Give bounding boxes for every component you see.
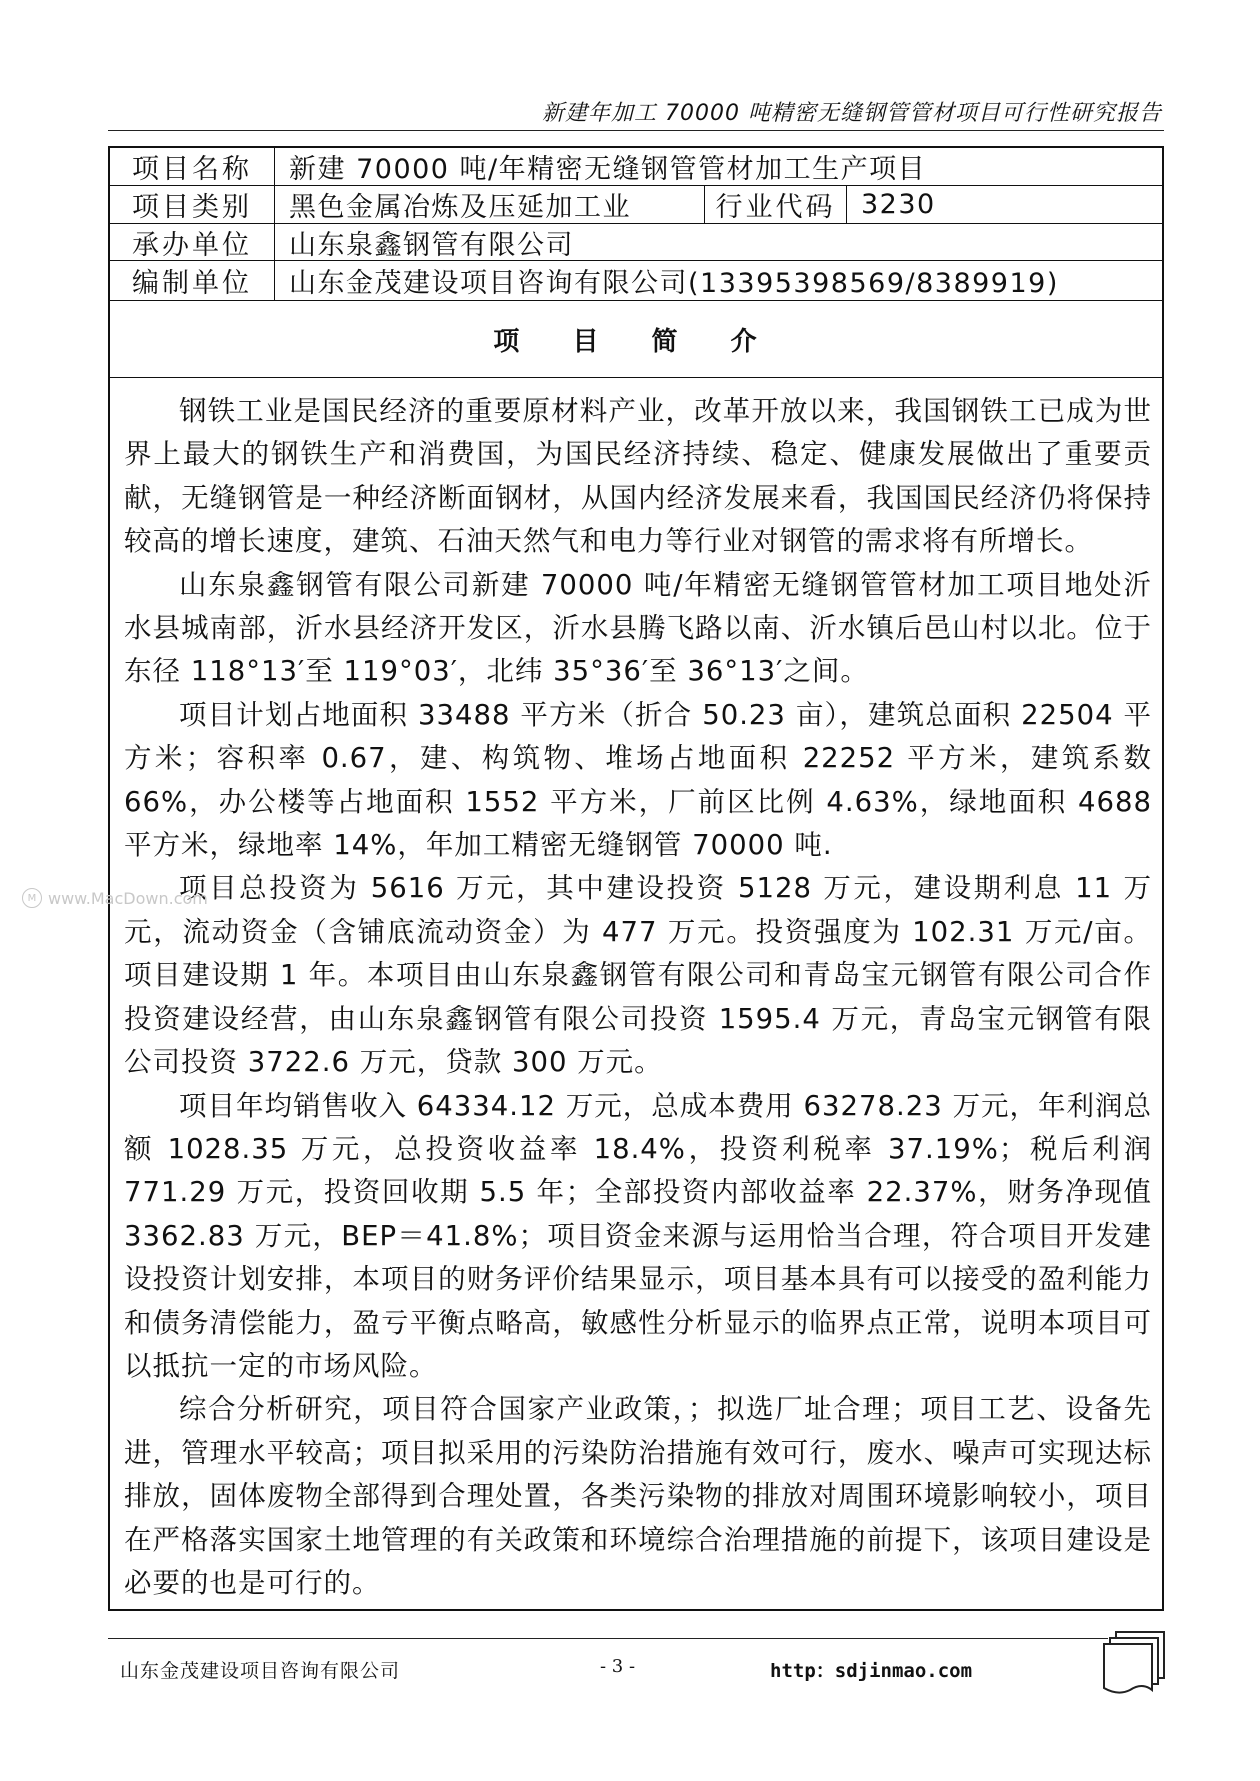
footer-url: http：sdjinmao.com: [770, 1660, 973, 1682]
page-number: - 3 -: [600, 1656, 636, 1677]
compiler-value: 山东金茂建设项目咨询有限公司(13395398569/8389919): [289, 268, 1059, 299]
intro-body: [124, 390, 1152, 1605]
intro-heading: 项 目 简 介: [493, 326, 779, 357]
industry-code-label: 行业代码: [705, 186, 847, 223]
footer-divider: [108, 1638, 1108, 1639]
header-divider: [108, 130, 1164, 131]
industry-code-value: 3230: [861, 189, 936, 220]
footer-company: 山东金茂建设项目咨询有限公司: [120, 1660, 401, 1682]
watermark: [22, 888, 208, 908]
project-category-value: 黑色金属冶炼及压延加工业: [275, 186, 705, 223]
intro-paragraph: 项目年均销售收入 64334.12 万元，总成本费用 63278.23 万元，年利润总额 1028.35 万元，总投资收益率 18.4%，投资利税率 37.19%；税后利润 771.29 万元，投资回收期 5.5 年；全部投资内部收益率 22.37%，财务净现值 3362.83 万元，BEP＝41.8%；项目资金来源与运用恰当合理，符合项目开发建设投资计划安排，本项目的财务评价结果显示，项目基本具有可以接受的盈利能力和债务清偿能力，盈亏平衡点略高，敏感性分析显示的临界点正常，说明本项目可以抵抗一定的市场风险。: [124, 1089, 1152, 1382]
intro-paragraph: 综合分析研究，项目符合国家产业政策，；拟选厂址合理；项目工艺、设备先进，管理水平较高；项目拟采用的污染防治措施有效可行，废水、噪声可实现达标排放，固体废物全部得到合理处置，各类污染物的排放对周围环境影响较小，项目在严格落实国家土地管理的有关政策和环境综合治理措施的前提下，该项目建设是必要的也是可行的。: [124, 1393, 1152, 1599]
intro-paragraph: 山东泉鑫钢管有限公司新建 70000 吨/年精密无缝钢管管材加工项目地处沂水县城南部，沂水县经济开发区，沂水县腾飞路以南、沂水镇后邑山村以北。位于东径 118°13′至 119°03′，北纬 35°36′至 36°13′之间。: [124, 568, 1152, 688]
undertaker-value: 山东泉鑫钢管有限公司: [289, 229, 574, 261]
undertaker-label: 承办单位: [110, 224, 275, 260]
row-undertaker: [110, 224, 1162, 261]
project-category-label: 项目类别: [110, 186, 275, 223]
compiler-label: 编制单位: [110, 261, 275, 300]
row-project-category: [110, 186, 1162, 224]
row-intro-heading: [110, 301, 1162, 378]
project-name-label: 项目名称: [110, 148, 275, 185]
row-project-name: [110, 148, 1162, 186]
document-stack-icon: [1090, 1628, 1170, 1698]
intro-paragraph: 项目总投资为 5616 万元，其中建设投资 5128 万元，建设期利息 11 万元，流动资金（含铺底流动资金）为 477 万元。投资强度为 102.31 万元/亩。项目建设期 1 年。本项目由山东泉鑫钢管有限公司和青岛宝元钢管有限公司合作投资建设经营，由山东泉鑫钢管有限公司投资 1595.4 万元，青岛宝元钢管有限公司投资 3722.6 万元，贷款 300 万元。: [124, 872, 1152, 1079]
row-compiler: [110, 261, 1162, 301]
watermark-text: www.MacDown.com: [48, 888, 208, 908]
watermark-logo-icon: M: [22, 888, 42, 908]
intro-paragraph: 钢铁工业是国民经济的重要原材料产业，改革开放以来，我国钢铁工已成为世界上最大的钢铁生产和消费国，为国民经济持续、稳定、健康发展做出了重要贡献，无缝钢管是一种经济断面钢材，从国内经济发展来看，我国国民经济仍将保持较高的增长速度，建筑、石油天然气和电力等行业对钢管的需求将有所增长。: [124, 395, 1152, 558]
report-header-title: 新建年加工 70000 吨精密无缝钢管管材项目可行性研究报告: [542, 101, 1162, 126]
project-name-value: 新建 70000 吨/年精密无缝钢管管材加工生产项目: [289, 154, 927, 185]
intro-paragraph: 项目计划占地面积 33488 平方米（折合 50.23 亩），建筑总面积 22504 平方米；容积率 0.67，建、构筑物、堆场占地面积 22252 平方米，建筑系数 66%，办公楼等占地面积 1552 平方米，厂前区比例 4.63%，绿地面积 4688 平方米，绿地率 14%，年加工精密无缝钢管 70000 吨.: [124, 698, 1152, 862]
project-info-table: [108, 146, 1164, 1611]
